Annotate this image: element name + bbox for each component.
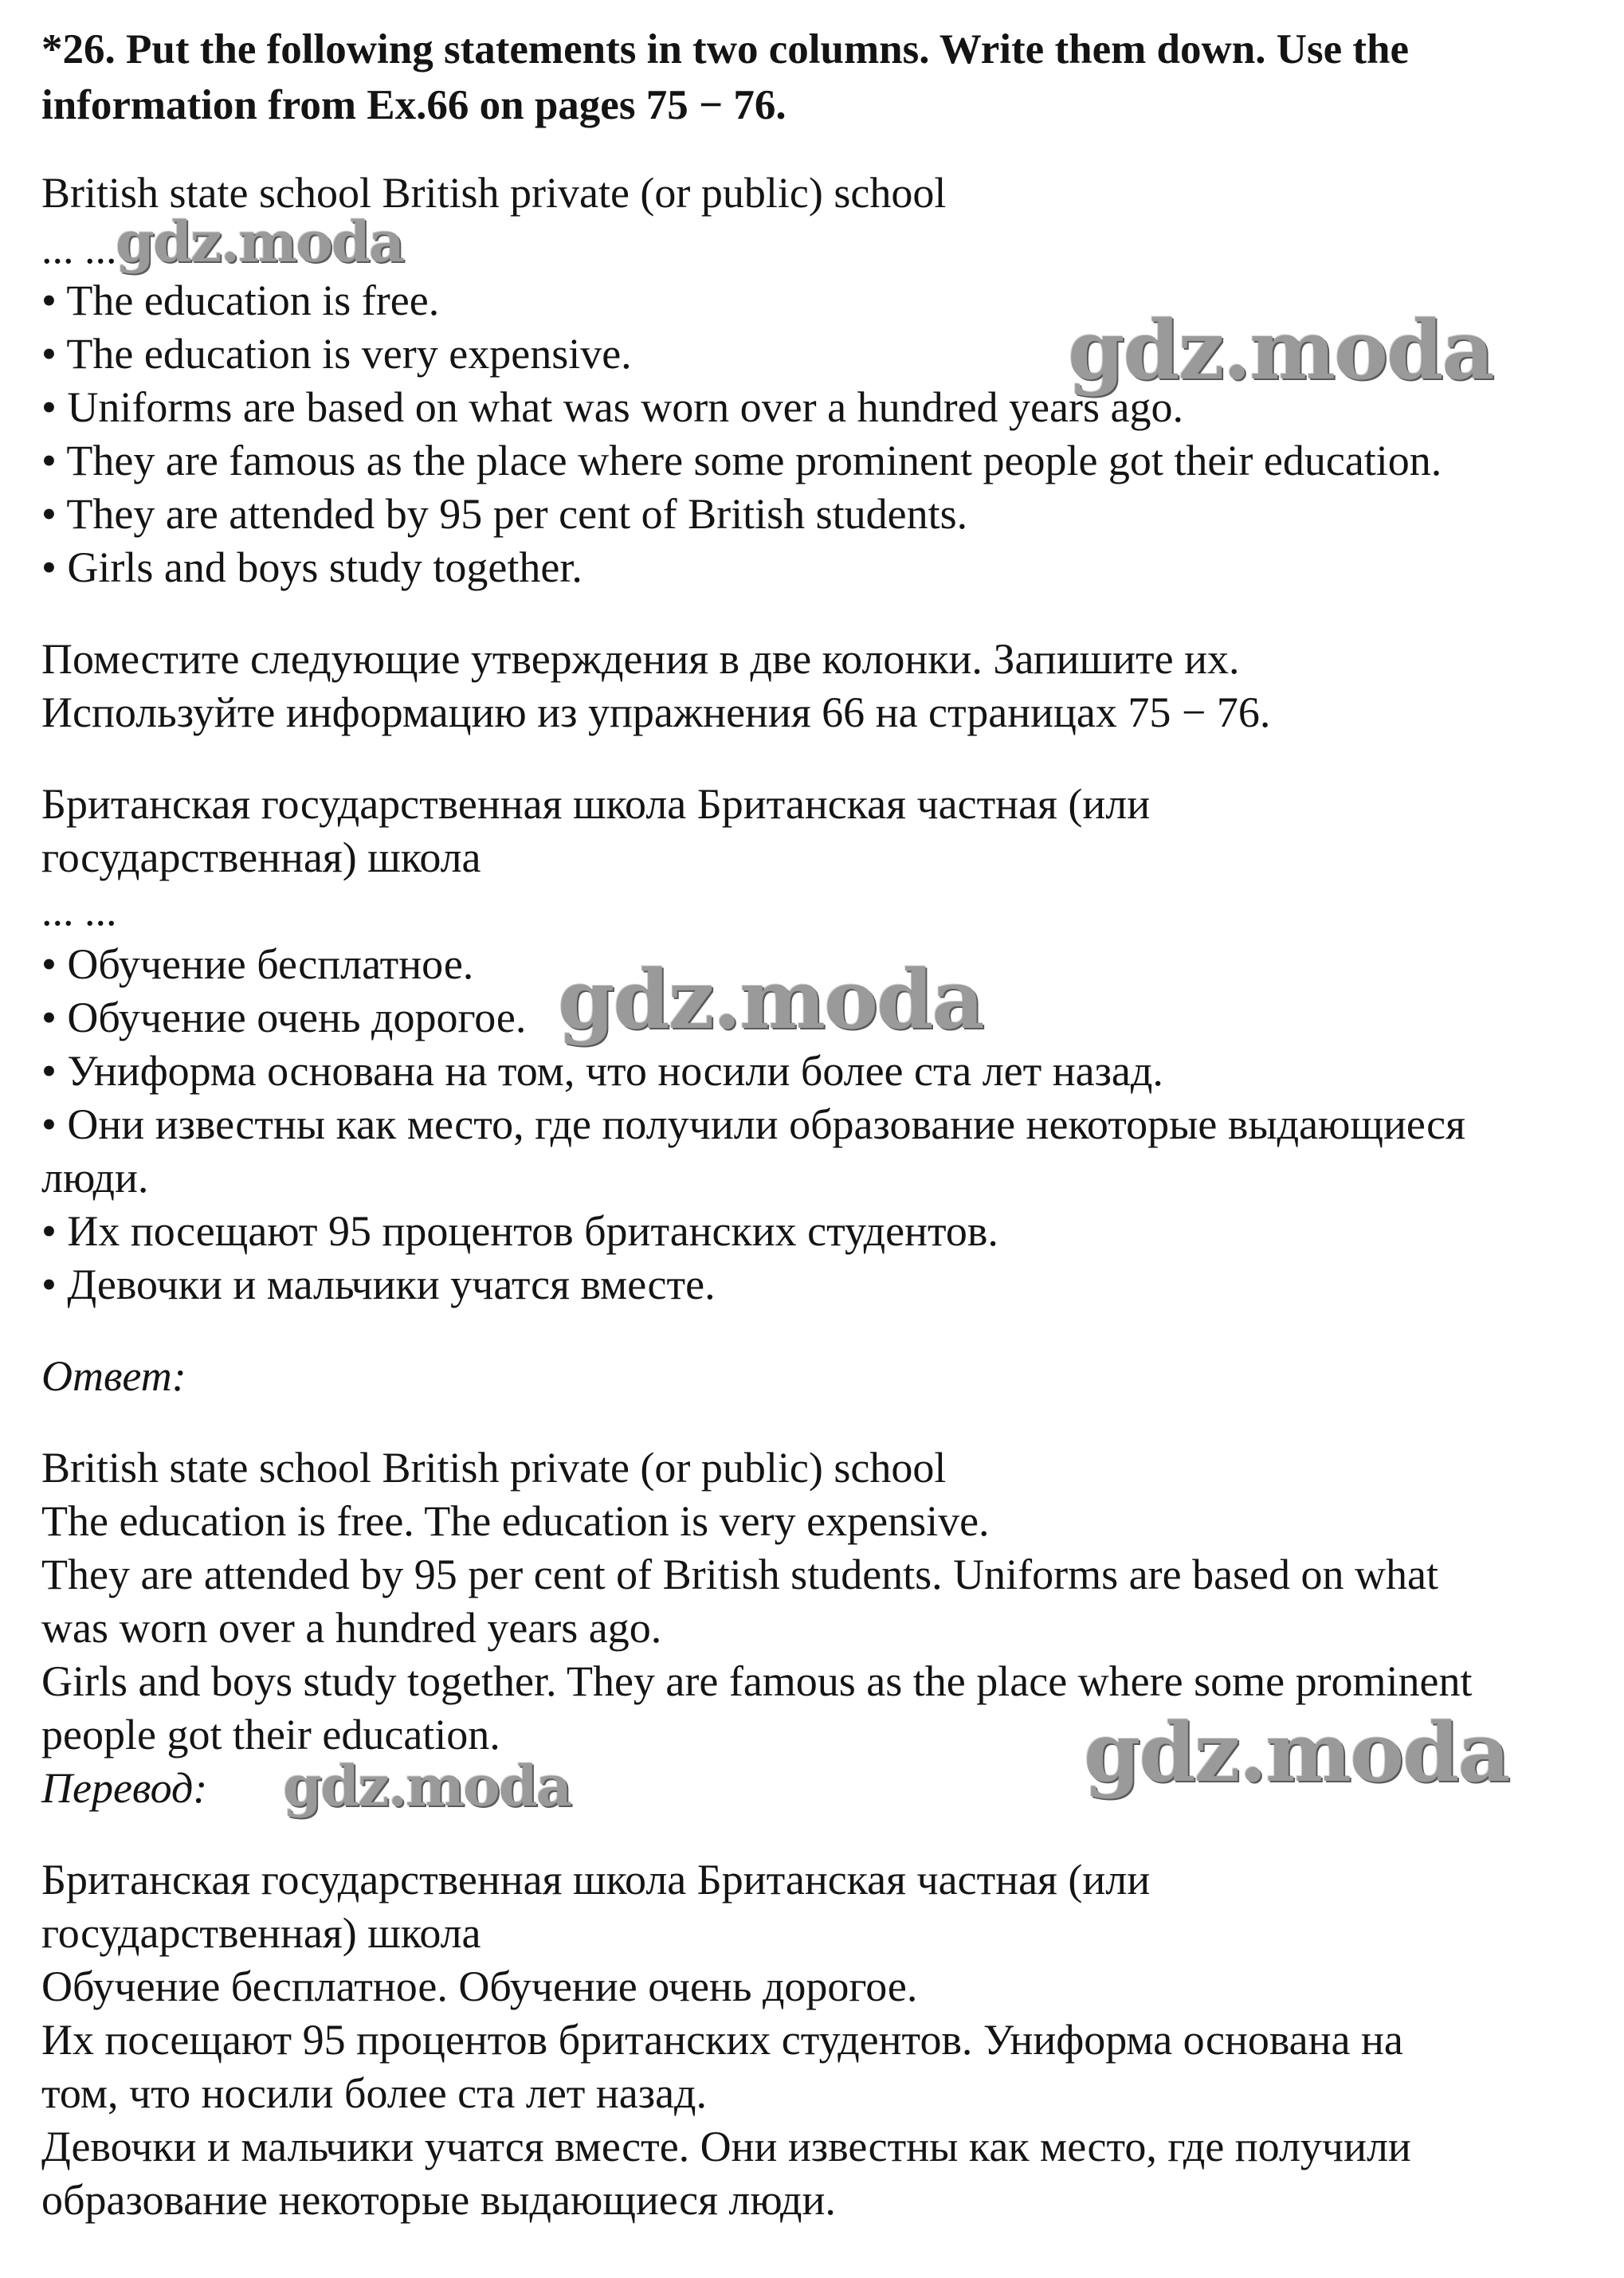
translation-line: государственная) школа — [41, 1909, 481, 1957]
statement-item-ru: • Униформа основана на том, что носили более ста лет назад. — [41, 1047, 1163, 1095]
dots: ... ... — [41, 225, 117, 272]
watermark: gdz.moda — [283, 1753, 571, 1819]
statement-item: • Girls and boys study together. — [41, 543, 583, 591]
task-title-line-1: *26. Put the following statements in two columns. Write them down. Use the — [41, 26, 1410, 73]
answer-line: was worn over a hundred years ago. — [41, 1604, 662, 1652]
translation-line: Британская государственная школа Британская частная (или — [41, 1856, 1151, 1904]
statement-item-ru: • Их посещают 95 процентов британских студентов. — [41, 1207, 998, 1255]
columns-header: British state school British private (or public) school — [41, 169, 947, 217]
translation-line: Обучение бесплатное. Обучение очень дорогое. — [41, 1962, 918, 2010]
task-title-line-2: information from Ex.66 on pages 75 − 76. — [41, 82, 787, 128]
statement-item-ru: • Они известны как место, где получили образование некоторые выдающиеся — [41, 1100, 1465, 1148]
answer-label: Ответ: — [41, 1352, 186, 1400]
instruction-ru-line-2: Используйте информацию из упражнения 66 на страницах 75 − 76. — [41, 688, 1271, 736]
statement-item-ru: • Девочки и мальчики учатся вместе. — [41, 1261, 716, 1308]
answer-line: British state school British private (or public) school — [41, 1444, 947, 1492]
watermark: gdz.moda — [1068, 303, 1493, 398]
watermark: gdz.moda — [558, 952, 983, 1048]
statement-item-ru: люди. — [41, 1154, 149, 1202]
watermark: gdz.moda — [116, 209, 404, 275]
statement-item: • Uniforms are based on what was worn over a hundred years ago. — [41, 383, 1183, 431]
statement-item-ru: • Обучение очень дорогое. — [41, 994, 527, 1041]
answer-line: people got their education. — [41, 1711, 500, 1758]
translation-line: образование некоторые выдающиеся люди. — [41, 2176, 836, 2224]
translation-label: Перевод: — [41, 1764, 208, 1812]
columns-header-ru-line-2: государственная) школа — [41, 833, 481, 881]
statement-item: • They are attended by 95 per cent of British students. — [41, 490, 968, 538]
dots-ru: ... ... — [41, 887, 117, 935]
statement-item-ru: • Обучение бесплатное. — [41, 940, 474, 988]
answer-line: They are attended by 95 per cent of British students. Uniforms are based on what — [41, 1551, 1438, 1598]
statement-item: • They are famous as the place where some prominent people got their education. — [41, 437, 1442, 484]
translation-line: Девочки и мальчики учатся вместе. Они известны как место, где получили — [41, 2123, 1411, 2170]
watermark: gdz.moda — [1084, 1705, 1509, 1801]
statement-item: • The education is free. — [41, 276, 440, 324]
instruction-ru-line-1: Поместите следующие утверждения в две колонки. Запишите их. — [41, 635, 1240, 683]
translation-line: том, что носили более ста лет назад. — [41, 2069, 708, 2117]
answer-line: Girls and boys study together. They are famous as the place where some prominent — [41, 1657, 1473, 1705]
columns-header-ru-line-1: Британская государственная школа Британская частная (или — [41, 780, 1151, 828]
translation-line: Их посещают 95 процентов британских студентов. Униформа основана на — [41, 2016, 1403, 2064]
answer-line: The education is free. The education is very expensive. — [41, 1497, 990, 1545]
statement-item: • The education is very expensive. — [41, 330, 632, 378]
